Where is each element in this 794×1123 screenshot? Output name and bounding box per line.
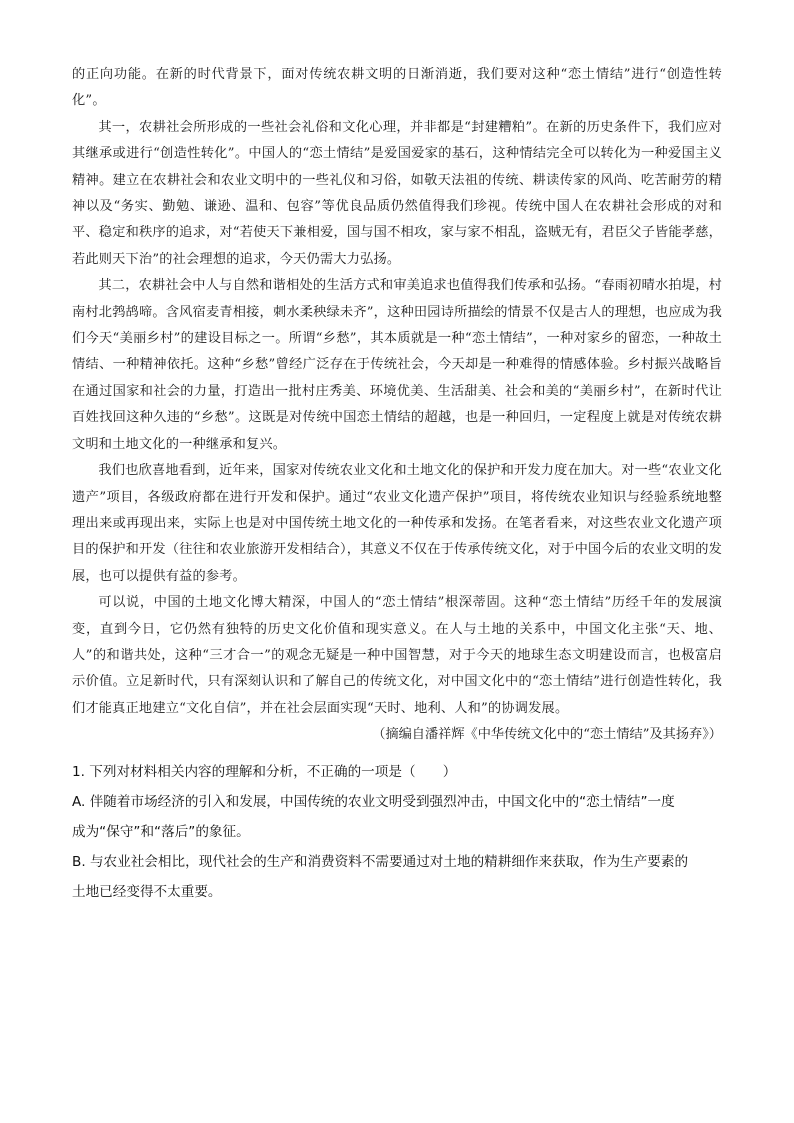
question-block — [72, 757, 722, 907]
option-b-line-1: B. 与农业社会相比，现代社会的生产和消费资料不需要通过对土地的精耕细作来获取，作为生产要素的 — [72, 853, 689, 870]
question-stem: 1. 下列对材料相关内容的理解和分析，不正确的一项是（ ） — [72, 763, 457, 780]
passage-paragraph-2: 其二，农耕社会中人与自然和谐相处的生活方式和审美追求也值得我们传承和弘扬。“春雨初晴水拍堤，村南村北鹁鸪啼。含风宿麦青相接，刺水柔秧绿未齐”，这种田园诗所描绘的情景不仅是古人的理想，也应成为我们今天“美丽乡村”的建设目标之一。所谓“乡愁”，其本质就是一种“恋土情结”，一种对家乡的留恋，一种故土情结、一种精神依托。这种“乡愁”曾经广泛存在于传统社会，今天却是一种难得的情感体验。乡村振兴战略旨在通过国家和社会的力量，打造出一批村庄秀美、环境优美、生活甜美、社会和美的“美丽乡村”，在新时代让百姓找回这种久违的“乡愁”。这既是对传统中国恋土情结的超越，也是一种回归，一定程度上就是对传统农耕文明和土地文化的一种继承和复兴。 — [72, 278, 722, 452]
passage-paragraph-3: 我们也欣喜地看到，近年来，国家对传统农业文化和土地文化的保护和开发力度在加大。对一些“农业文化遗产”项目，各级政府都在进行开发和保护。通过“农业文化遗产保护”项目，将传统农业知识与经验系统地整理出来或再现出来，实际上也是对中国传统土地文化的一种传承和发扬。在笔者看来，对这些农业文化遗产项目的保护和开发（往往和农业旅游开发相结合），其意义不仅在于传承传统文化，对于中国今后的农业文明的发展，也可以提供有益的参考。 — [72, 463, 722, 584]
passage-paragraph-0: 的正向功能。在新的时代背景下，面对传统农耕文明的日渐消逝，我们要对这种“恋土情结”进行“创造性转化”。 — [72, 67, 722, 109]
passage-paragraph-4: 可以说，中国的土地文化博大精深，中国人的“恋土情结”根深蒂固。这种“恋土情结”历经千年的发展演变，直到今日，它仍然有独特的历史文化价值和现实意义。在人与土地的关系中，中国文化主张“天、地、人”的和谐共处，这种“三才合一”的观念无疑是一种中国智慧，对于今天的地球生态文明建设而言，也极富启示价值。立足新时代，只有深刻认识和了解自己的传统文化，对中国文化中的“恋土情结”进行创造性转化，我们才能真正地建立“文化自信”，并在社会层面实现“天时、地利、人和”的协调发展。 — [72, 595, 722, 716]
option-a-line-2: 成为“保守”和“落后”的象征。 — [72, 823, 250, 840]
option-a-line-1: A. 伴随着市场经济的引入和发展，中国传统的农业文明受到强烈冲击，中国文化中的“恋土情结”一度 — [72, 793, 675, 810]
option-b-line-2: 土地已经变得不太重要。 — [72, 883, 222, 900]
document-page — [72, 62, 722, 907]
passage-source: （摘编自潘祥辉《中华传统文化中的“恋土情结”及其扬弃》） — [372, 727, 722, 743]
passage-paragraph-1: 其一，农耕社会所形成的一些社会礼俗和文化心理，并非都是“封建糟粕”。在新的历史条件下，我们应对其继承或进行“创造性转化”。中国人的“恋土情结”是爱国爱家的基石，这种情结完全可以转化为一种爱国主义精神。建立在农耕社会和农业文明中的一些礼仪和习俗，如敬天法祖的传统、耕读传家的风尚、吃苦耐劳的精神以及“务实、勤勉、谦逊、温和、包容”等优良品质仍然值得我们珍视。传统中国人在农耕社会形成的对和平、稳定和秩序的追求，对“若使天下兼相爱，国与国不相攻，家与家不相乱，盗贼无有，君臣父子皆能孝慈，若此则天下治”的社会理想的追求，今天仍需大力弘扬。 — [72, 119, 722, 267]
